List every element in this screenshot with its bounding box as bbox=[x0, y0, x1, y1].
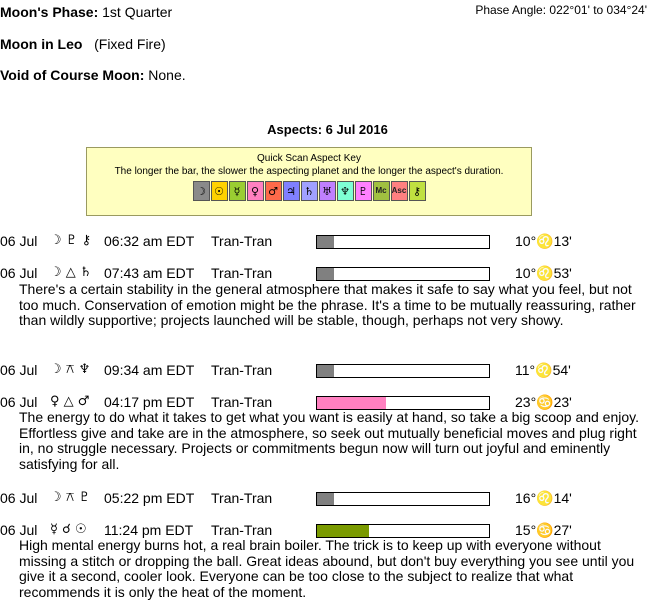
duration-bar bbox=[316, 396, 490, 410]
aspect-position: 10°♌53' bbox=[515, 265, 572, 281]
aspect-time: 11:24 pm EDT bbox=[104, 522, 194, 538]
void-of-course-line bbox=[0, 67, 186, 83]
aspect-description: The energy to do what it takes to get what you want is easily at hand, so take a big scoop and enjoy. Effortless give and take are in the atmosphere, so seek out mutually beneficial moves and plug right in, no struggle necessary. Projects or commitments begun now will turn out joyful and eminently satisfying for all. bbox=[19, 409, 640, 472]
aspect-type: Tran-Tran bbox=[211, 394, 273, 410]
aspect-time: 07:43 am EDT bbox=[104, 265, 195, 281]
moon-phase-line bbox=[0, 4, 172, 20]
duration-bar-fill bbox=[317, 525, 369, 537]
moon-phase-value: 1st Quarter bbox=[102, 4, 173, 20]
void-label: Void of Course Moon: bbox=[0, 67, 145, 83]
key-swatch: ♆ bbox=[337, 181, 354, 201]
aspect-time: 06:32 am EDT bbox=[104, 233, 195, 249]
duration-bar bbox=[316, 267, 490, 281]
key-swatch: ♂ bbox=[265, 181, 282, 201]
aspect-row bbox=[0, 233, 655, 251]
key-swatch: ♄ bbox=[301, 181, 318, 201]
phase-angle-label: Phase Angle: bbox=[475, 3, 547, 17]
duration-bar-fill bbox=[317, 493, 334, 505]
aspect-type: Tran-Tran bbox=[211, 490, 273, 506]
aspect-key-subtitle: The longer the bar, the slower the aspecting planet and the longer the aspect's duration. bbox=[114, 166, 504, 177]
aspect-position: 15°♋27' bbox=[515, 522, 572, 538]
aspect-row bbox=[0, 362, 655, 380]
aspect-glyphs: ♀ △ ♂ bbox=[50, 394, 90, 409]
aspect-position: 16°♌14' bbox=[515, 490, 572, 506]
aspect-type: Tran-Tran bbox=[211, 362, 273, 378]
aspect-position: 10°♌13' bbox=[515, 233, 572, 249]
key-swatch: ♅ bbox=[319, 181, 336, 201]
key-swatch: ☉ bbox=[211, 181, 228, 201]
aspect-description: High mental energy burns hot, a real brain boiler. The trick is to keep up with everyone without missing a stitch or dropping the ball. Great ideas abound, but don't buy everything you see until you give it a second, cooler look. Everyone can be too close to the subject to realize that what recommends it is only the heat of the moment. bbox=[19, 537, 635, 600]
aspect-key-title: Quick Scan Aspect Key bbox=[257, 153, 361, 164]
aspect-key-swatches bbox=[87, 181, 531, 201]
aspect-date: 06 Jul bbox=[0, 522, 38, 538]
moon-sign-line bbox=[0, 36, 166, 52]
duration-bar-fill bbox=[317, 236, 334, 248]
aspect-time: 09:34 am EDT bbox=[104, 362, 195, 378]
key-swatch: ♀ bbox=[247, 181, 264, 201]
aspect-date: 06 Jul bbox=[0, 233, 38, 249]
key-swatch: ♃ bbox=[283, 181, 300, 201]
aspect-glyphs: ☿ ☌ ☉ bbox=[50, 522, 87, 537]
aspect-type: Tran-Tran bbox=[211, 522, 273, 538]
aspect-date: 06 Jul bbox=[0, 362, 38, 378]
aspect-date: 06 Jul bbox=[0, 490, 38, 506]
aspect-time: 04:17 pm EDT bbox=[104, 394, 195, 410]
duration-bar bbox=[316, 492, 490, 506]
moon-phase-label: Moon's Phase: bbox=[0, 4, 99, 20]
aspect-position: 11°♌54' bbox=[515, 362, 571, 378]
key-swatch: Asc bbox=[391, 181, 408, 201]
void-value: None. bbox=[148, 67, 186, 83]
phase-angle-value: 022°01' to 034°24' bbox=[549, 3, 647, 17]
moon-sign-value: (Fixed Fire) bbox=[94, 36, 166, 52]
moon-sign-label: Moon in Leo bbox=[0, 36, 83, 52]
aspect-key-box bbox=[86, 147, 532, 216]
duration-bar-fill bbox=[317, 397, 386, 409]
aspect-date: 06 Jul bbox=[0, 265, 38, 281]
aspect-glyphs: ☽ △ ♄ bbox=[50, 265, 92, 280]
aspect-type: Tran-Tran bbox=[211, 265, 273, 281]
aspect-glyphs: ☽ ⚻ ♆ bbox=[50, 362, 91, 377]
aspect-glyphs: ☽ ⚻ ♇ bbox=[50, 490, 91, 505]
aspect-row bbox=[0, 490, 655, 508]
aspect-glyphs: ☽ ♇ ⚷ bbox=[50, 233, 92, 248]
aspect-type: Tran-Tran bbox=[211, 233, 273, 249]
key-swatch: Mc bbox=[373, 181, 390, 201]
key-swatch: ♇ bbox=[355, 181, 372, 201]
aspect-time: 05:22 pm EDT bbox=[104, 490, 195, 506]
duration-bar bbox=[316, 235, 490, 249]
key-swatch: ☽ bbox=[193, 181, 210, 201]
key-swatch: ☿ bbox=[229, 181, 246, 201]
aspects-title: Aspects: 6 Jul 2016 bbox=[267, 122, 388, 137]
duration-bar-fill bbox=[317, 365, 334, 377]
key-swatch: ⚷ bbox=[409, 181, 426, 201]
duration-bar bbox=[316, 524, 490, 538]
duration-bar-fill bbox=[317, 268, 334, 280]
phase-angle bbox=[475, 3, 647, 17]
aspect-date: 06 Jul bbox=[0, 394, 38, 410]
aspect-position: 23°♋23' bbox=[515, 394, 572, 410]
aspect-description: There's a certain stability in the general atmosphere that makes it safe to say what you feel, but not too much. Conservation of emotion might be the phrase. It's a time to be mutually reassuring, rather than wildly supportive; projects launched will be stable, though, perhaps not very showy. bbox=[19, 281, 636, 328]
duration-bar bbox=[316, 364, 490, 378]
